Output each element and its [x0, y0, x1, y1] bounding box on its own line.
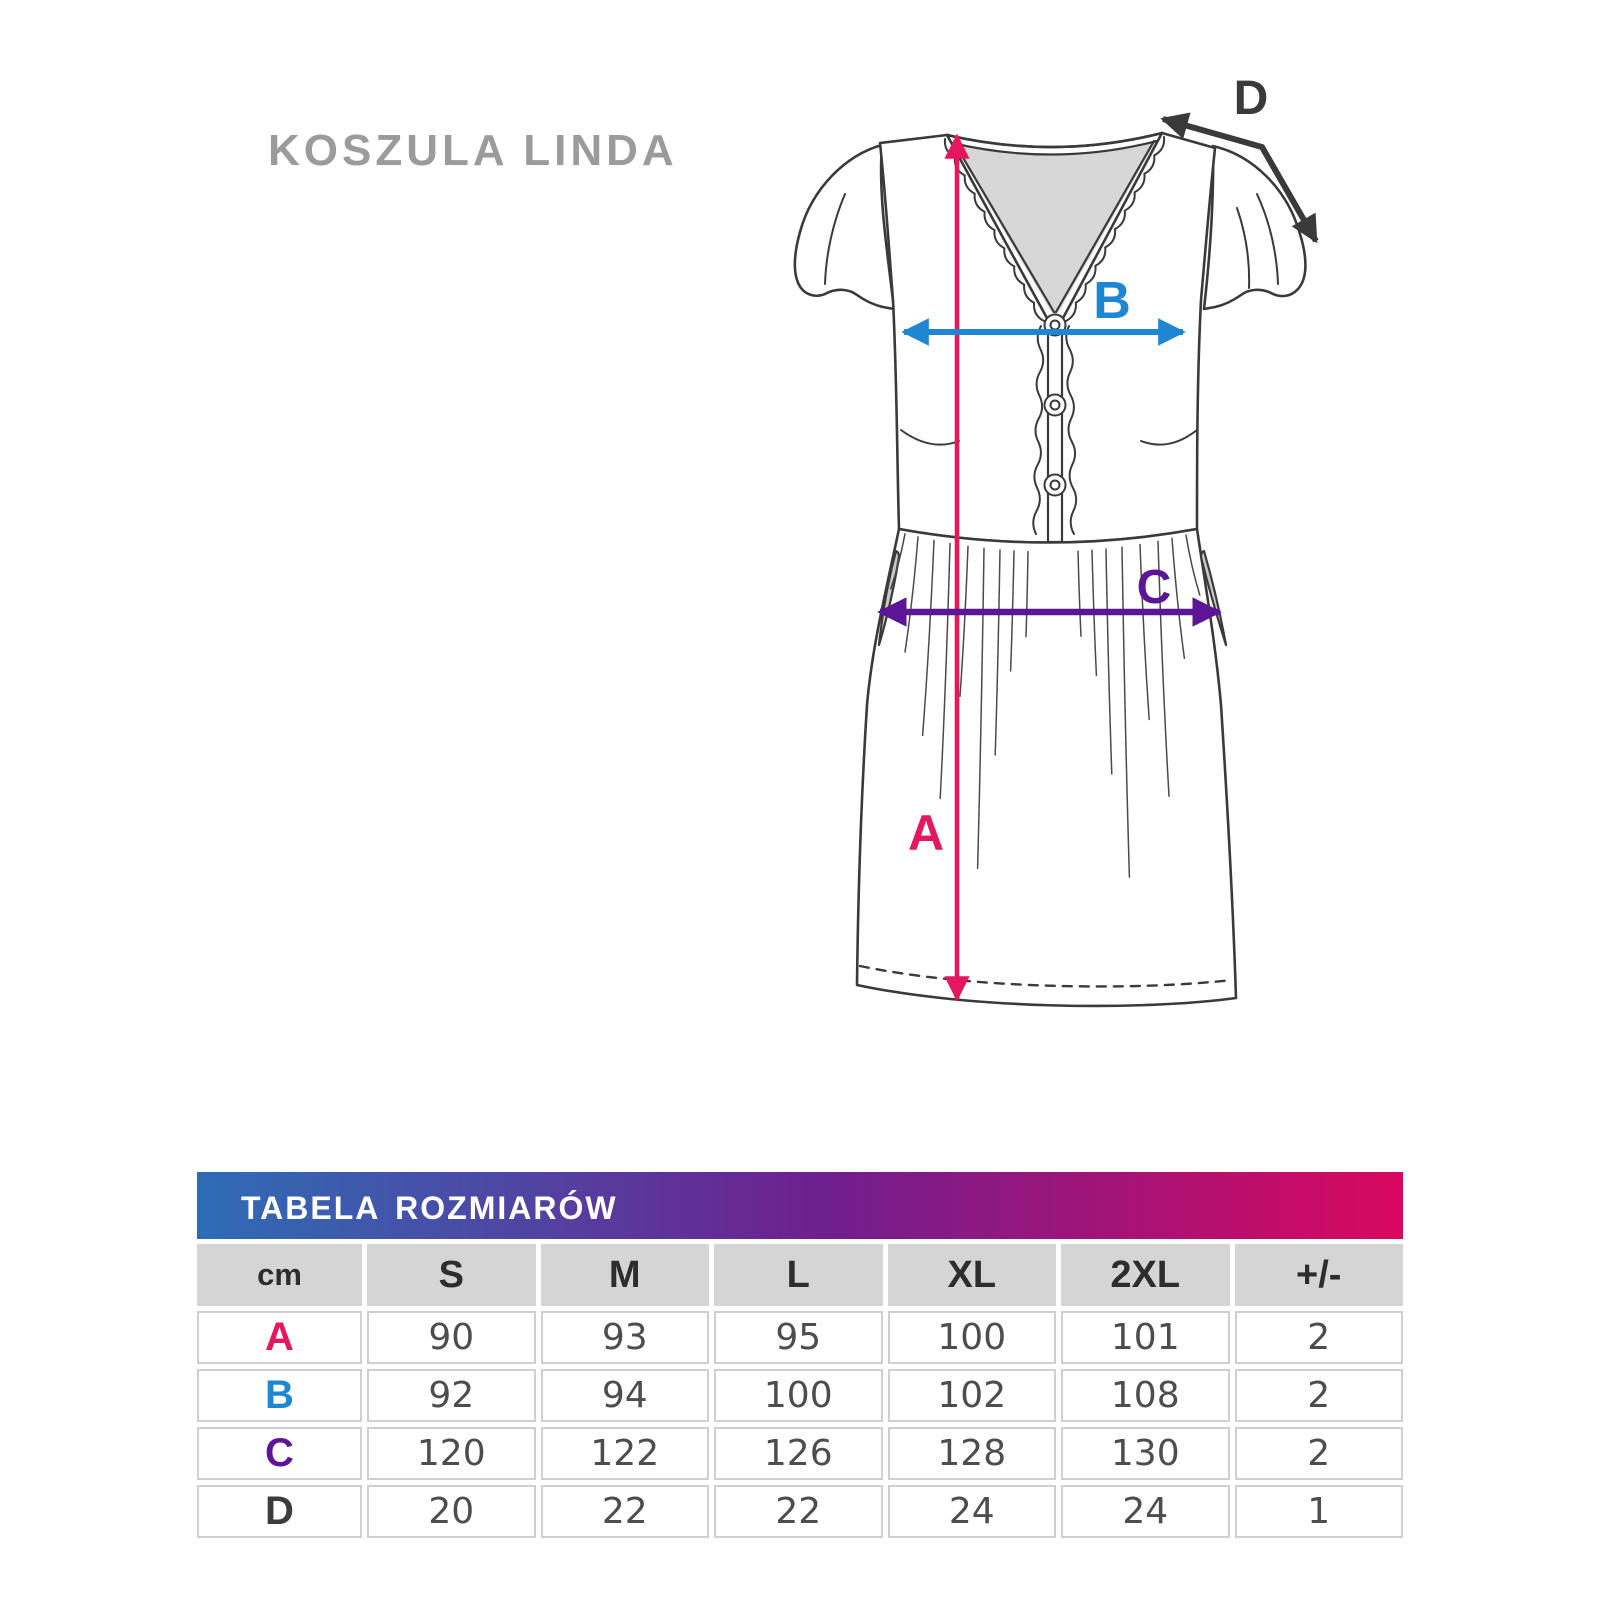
cell-a-tol: 2 — [1235, 1311, 1404, 1364]
cell-d-tol: 1 — [1235, 1485, 1404, 1538]
cell-b-tol: 2 — [1235, 1369, 1404, 1422]
cell-b-m: 94 — [541, 1369, 710, 1422]
size-table-title: tabela rozmiarów — [241, 1176, 618, 1229]
cell-c-2xl: 130 — [1061, 1427, 1230, 1480]
cell-c-tol: 2 — [1235, 1427, 1404, 1480]
size-table-header-bar — [197, 1172, 1403, 1239]
cell-b-2xl: 108 — [1061, 1369, 1230, 1422]
cell-c-m: 122 — [541, 1427, 710, 1480]
cell-a-s: 90 — [367, 1311, 536, 1364]
measure-label-d: D — [1233, 72, 1269, 125]
cell-a-2xl: 101 — [1061, 1311, 1230, 1364]
row-label-a: A — [197, 1311, 362, 1364]
cell-c-s: 120 — [367, 1427, 536, 1480]
column-header-s: S — [367, 1244, 536, 1306]
cell-d-s: 20 — [367, 1485, 536, 1538]
cell-a-m: 93 — [541, 1311, 710, 1364]
cell-d-2xl: 24 — [1061, 1485, 1230, 1538]
cell-d-xl: 24 — [888, 1485, 1057, 1538]
column-header-tolerance: +/- — [1235, 1244, 1404, 1306]
cell-d-m: 22 — [541, 1485, 710, 1538]
size-table-grid — [197, 1244, 1403, 1538]
column-header-xl: XL — [888, 1244, 1057, 1306]
cell-d-l: 22 — [714, 1485, 883, 1538]
sleeve-left — [795, 145, 894, 309]
measure-label-a: A — [907, 805, 945, 861]
column-header-m: M — [541, 1244, 710, 1306]
page-title: KOSZULA LINDA — [268, 126, 678, 175]
cell-b-l: 100 — [714, 1369, 883, 1422]
skirt — [857, 529, 1236, 1006]
column-header-l: L — [714, 1244, 883, 1306]
row-label-c: C — [197, 1427, 362, 1480]
cell-b-xl: 102 — [888, 1369, 1057, 1422]
cell-b-s: 92 — [367, 1369, 536, 1422]
cell-a-l: 95 — [714, 1311, 883, 1364]
cell-a-xl: 100 — [888, 1311, 1057, 1364]
size-table — [197, 1172, 1403, 1538]
cell-c-l: 126 — [714, 1427, 883, 1480]
cell-c-xl: 128 — [888, 1427, 1057, 1480]
sleeve-right — [1204, 146, 1305, 309]
measure-label-c: C — [1136, 561, 1172, 614]
column-header-2xl: 2XL — [1061, 1244, 1230, 1306]
measure-label-b: B — [1093, 272, 1131, 330]
column-header-unit: cm — [197, 1244, 362, 1306]
row-label-b: B — [197, 1369, 362, 1422]
row-label-d: D — [197, 1485, 362, 1538]
